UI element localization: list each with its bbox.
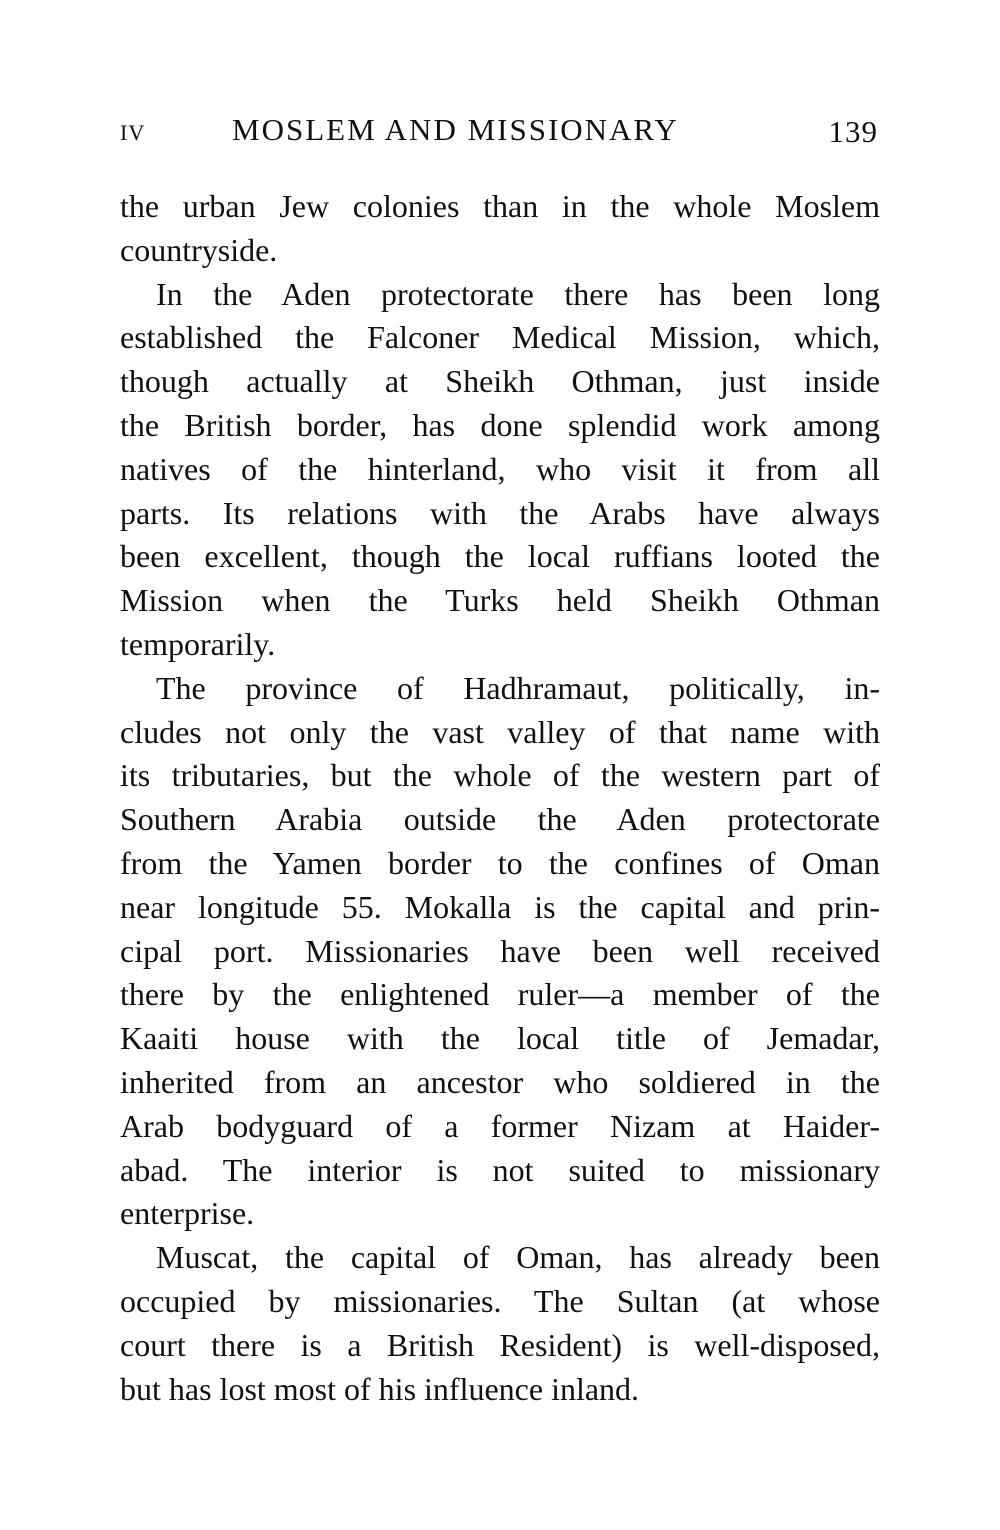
- paragraph: [120, 273, 880, 667]
- chapter-number: iv: [120, 112, 146, 147]
- paragraph: [120, 667, 880, 1236]
- text-line: the British border, has done splendid work among: [120, 406, 880, 443]
- text-line: In the Aden protectorate there has been long: [156, 275, 880, 312]
- text-line: there by the enlightened ruler—a member of the: [120, 976, 880, 1013]
- text-line: Kaaiti house with the local title of Jemadar,: [120, 1020, 880, 1057]
- body-text: [120, 185, 880, 1411]
- text-line: cludes not only the vast valley of that name with: [120, 713, 880, 750]
- text-line: the urban Jew colonies than in the whole Moslem: [120, 188, 880, 224]
- text-line: been excellent, though the local ruffians looted the: [120, 538, 880, 575]
- page-number: 139: [828, 114, 878, 149]
- text-line: Muscat, the capital of Oman, has already been: [156, 1239, 880, 1276]
- text-line: court there is a British Resident) is well-disposed,: [120, 1326, 880, 1363]
- text-line: enterprise.: [120, 1195, 255, 1232]
- paragraph: [120, 185, 880, 273]
- text-line: natives of the hinterland, who visit it from all: [120, 450, 880, 487]
- text-line: from the Yamen border to the confines of Oman: [120, 844, 880, 881]
- text-line: though actually at Sheikh Othman, just inside: [120, 363, 880, 400]
- paragraph: [120, 1236, 880, 1411]
- text-line: temporarily.: [120, 625, 276, 662]
- running-head: [120, 112, 880, 158]
- text-line: established the Falconer Medical Mission, which,: [120, 319, 880, 356]
- text-line: Southern Arabia outside the Aden protectorate: [120, 801, 880, 838]
- text-line: Arab bodyguard of a former Nizam at Haider-: [120, 1107, 880, 1144]
- text-line: abad. The interior is not suited to missionary: [120, 1151, 880, 1188]
- text-line: cipal port. Missionaries have been well received: [120, 932, 880, 969]
- text-line: parts. Its relations with the Arabs have always: [120, 494, 880, 531]
- text-line: Mission when the Turks held Sheikh Othman: [120, 582, 880, 619]
- text-line: but has lost most of his influence inland.: [120, 1370, 640, 1407]
- text-line: The province of Hadhramaut, politically, in-: [156, 669, 880, 706]
- text-line: countryside.: [120, 231, 278, 268]
- text-line: its tributaries, but the whole of the western part of: [120, 757, 880, 794]
- text-line: near longitude 55. Mokalla is the capital and prin-: [120, 888, 880, 925]
- running-title: MOSLEM AND MISSIONARY: [232, 112, 679, 147]
- text-line: occupied by missionaries. The Sultan (at whose: [120, 1282, 880, 1319]
- text-line: inherited from an ancestor who soldiered in the: [120, 1063, 880, 1100]
